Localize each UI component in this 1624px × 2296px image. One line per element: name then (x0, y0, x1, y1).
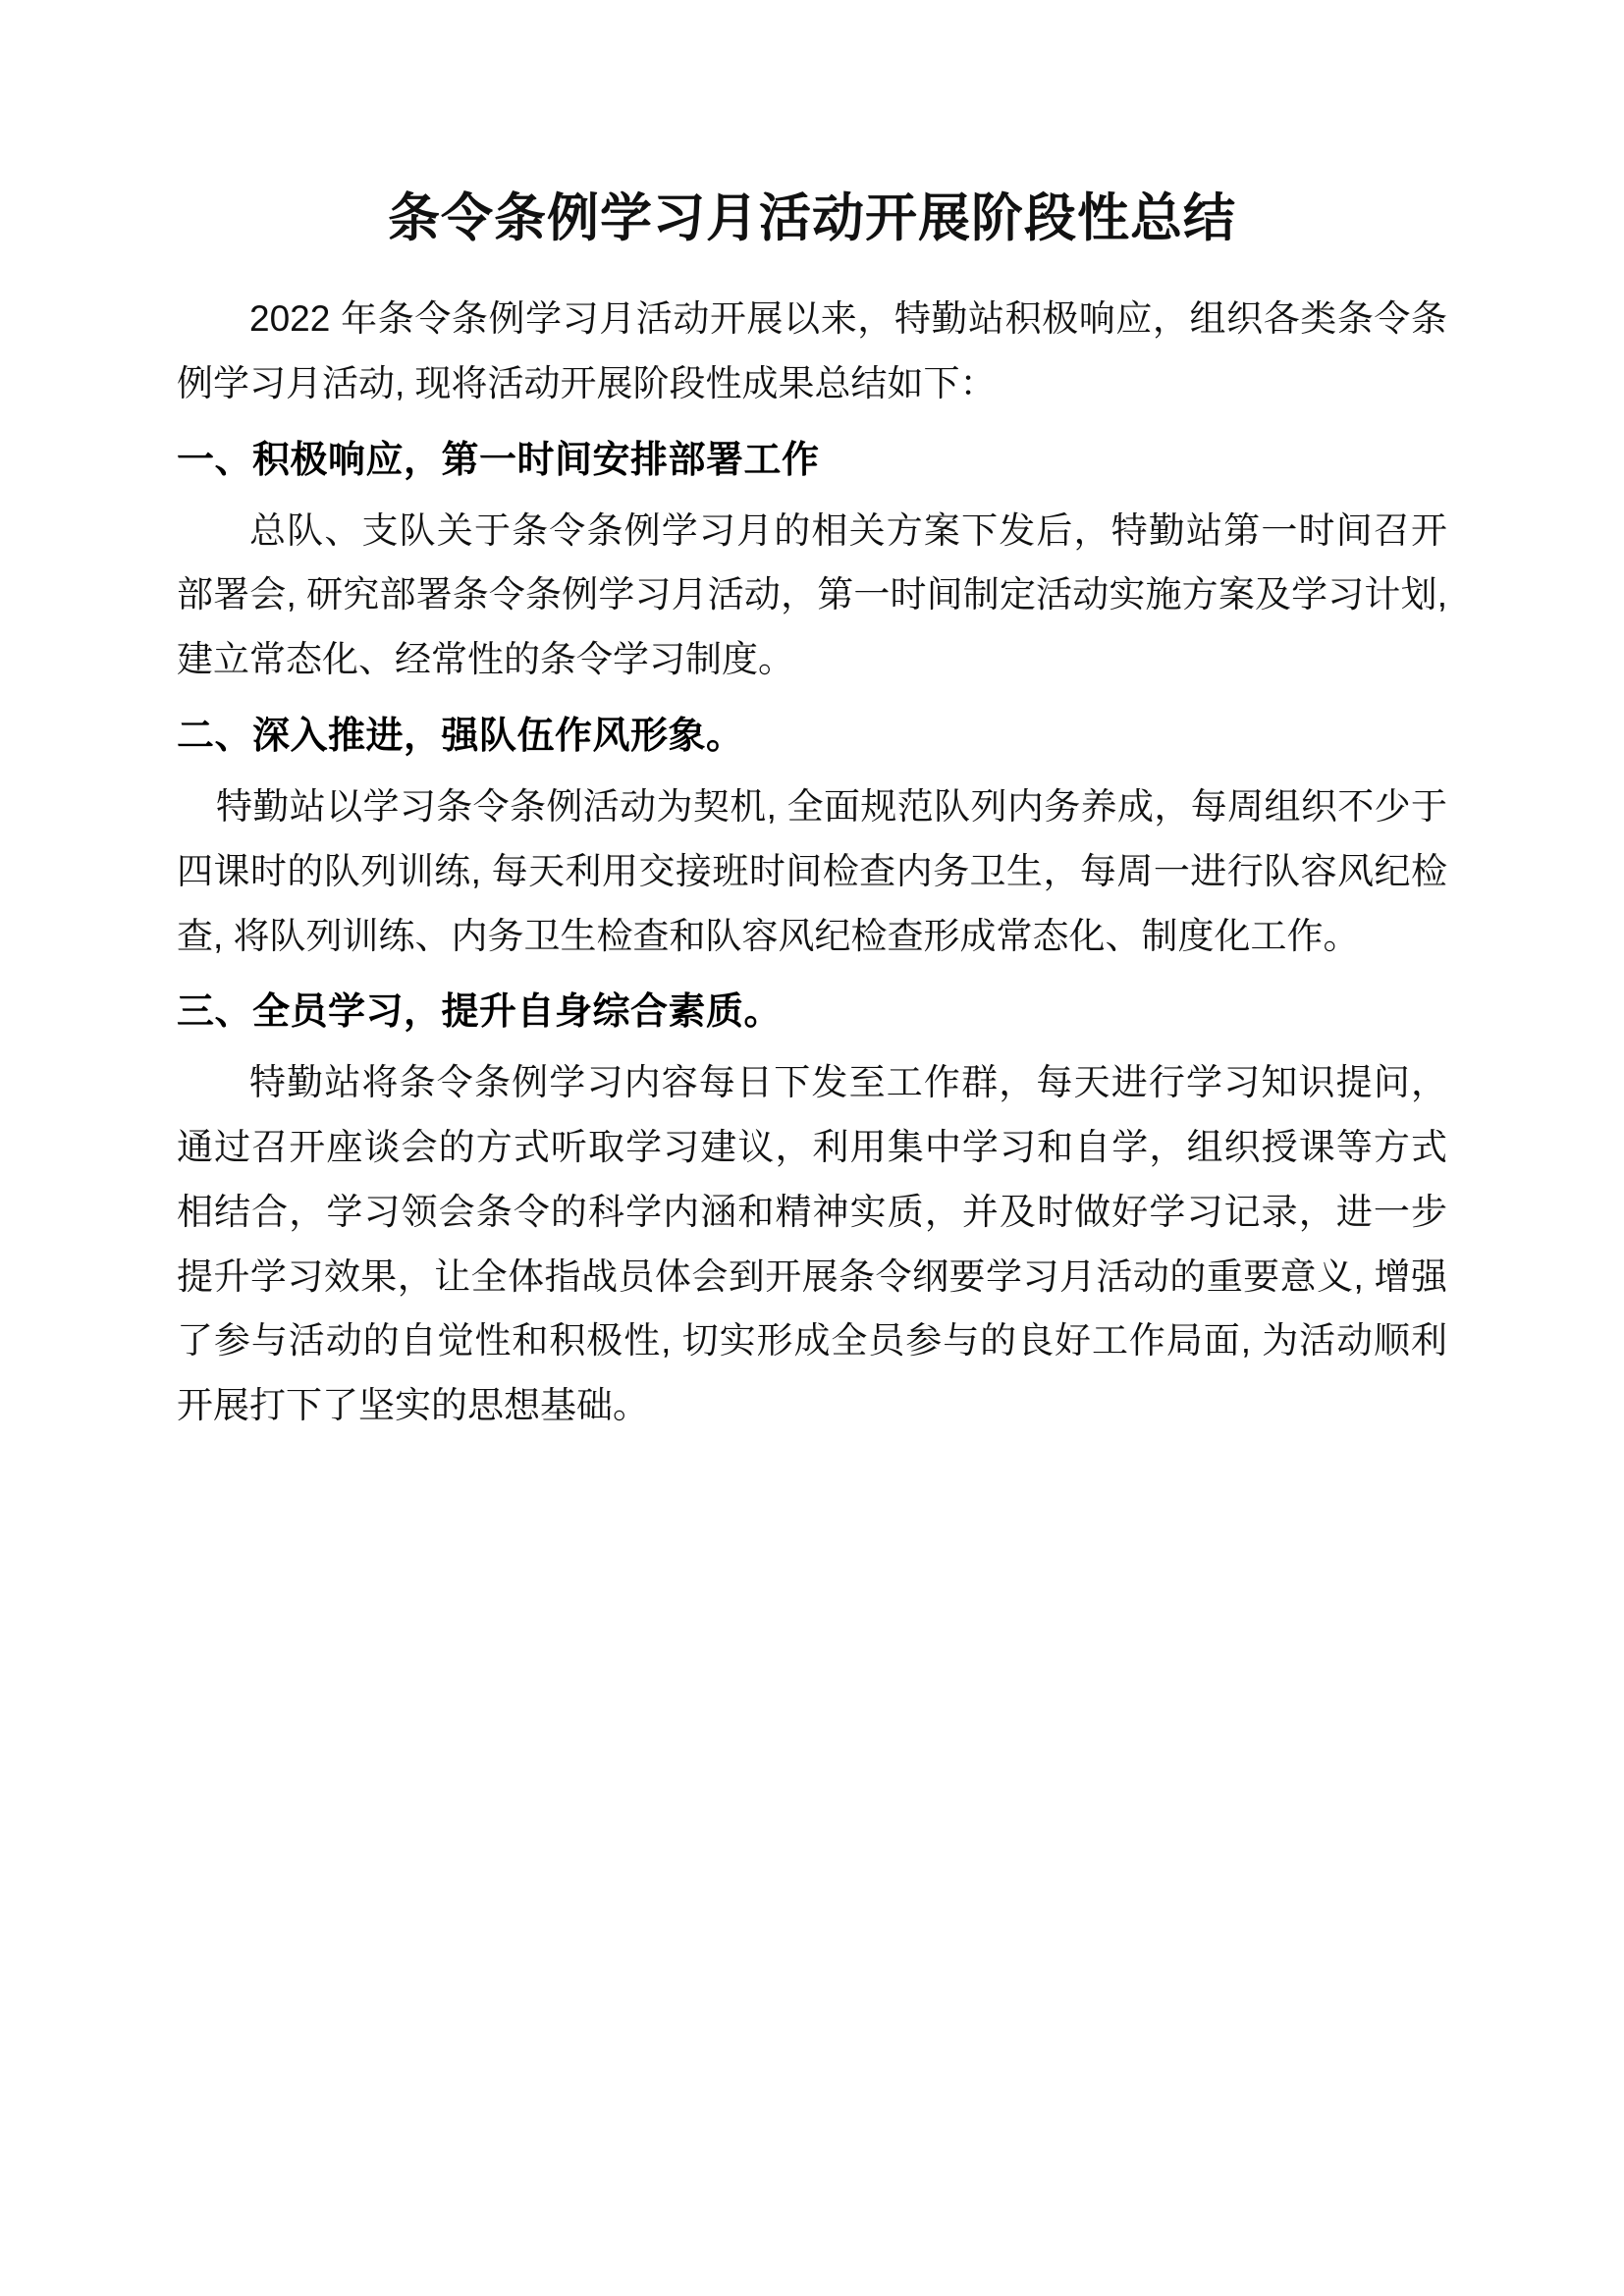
section-heading-1: 一、积极响应，第一时间安排部署工作 (177, 439, 820, 481)
paragraph-section-2: 特勤站以学习条令条例活动为契机, 全面规范队列内务养成，每周组织不少于四课时的队列训练, 每天利用交接班时间检查内务卫生，每周一进行队容风纪检查, 将队列训练、内务卫生检查和队容风纪检查形成常态化、制度化工作。 (177, 785, 1447, 956)
paragraph-intro: 2022 年条令条例学习月活动开展以来，特勤站积极响应，组织各类条令条例学习月活动, 现将活动开展阶段性成果总结如下： (177, 298, 1447, 404)
section-heading-2: 二、深入推进，强队伍作风形象。 (177, 716, 744, 758)
section-heading-3: 三、全员学习，提升自身综合素质。 (177, 991, 783, 1034)
paragraph-section-3: 特勤站将条令条例学习内容每日下发至工作群，每天进行学习知识提问，通过召开座谈会的方式听取学习建议，利用集中学习和自学，组织授课等方式相结合，学习领会条令的科学内涵和精神实质，并及时做好学习记录，进一步提升学习效果，让全体指战员体会到开展条令纲要学习月活动的重要意义, 增强了参与活动的自觉性和积极性, 切实形成全员参与的良好工作局面, 为活动顺利开展打下了坚实的思想基础。 (177, 1062, 1447, 1426)
paragraph-section-1: 总队、支队关于条令条例学习月的相关方案下发后，特勤站第一时间召开部署会, 研究部署条令条例学习月活动，第一时间制定活动实施方案及学习计划, 建立常态化、经常性的条令学习制度。 (177, 509, 1447, 680)
page-title: 条令条例学习月活动开展阶段性总结 (388, 190, 1236, 247)
